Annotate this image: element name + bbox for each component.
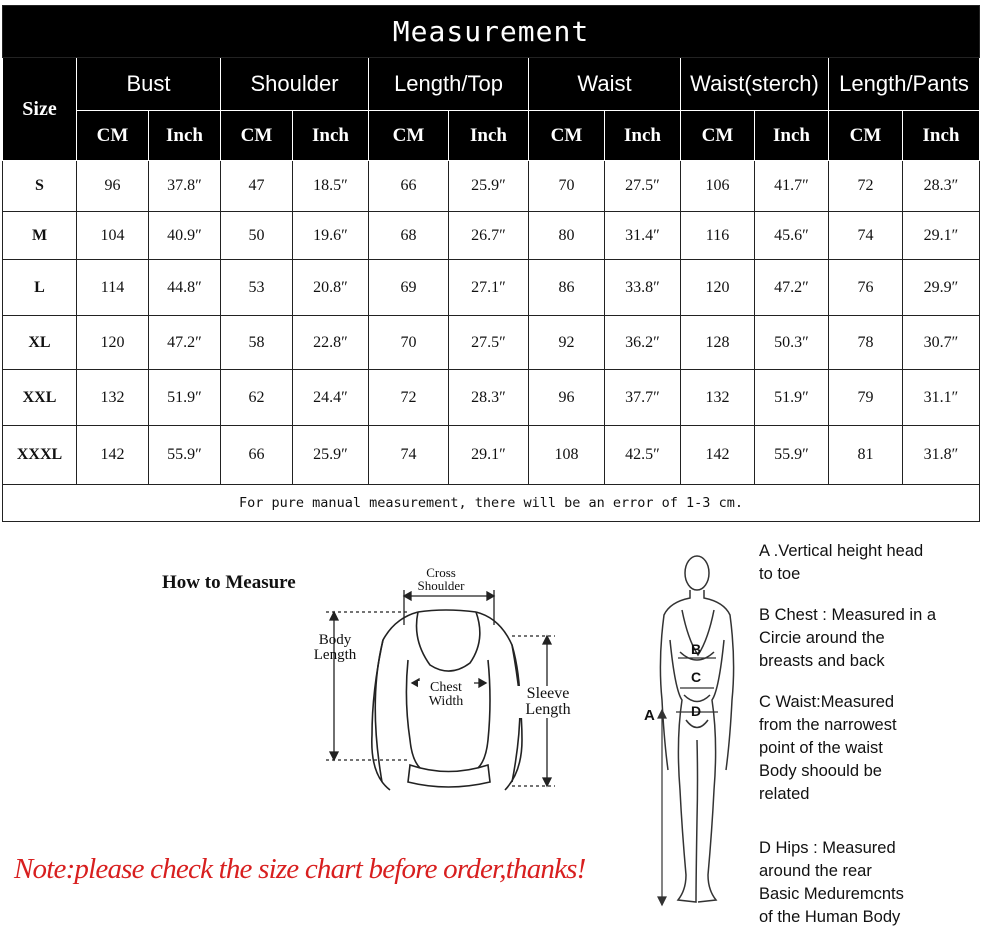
size-cell: XXXL [3, 426, 77, 485]
table-cell: 55.9″ [755, 426, 829, 485]
desc-b-line: Circie around the [759, 629, 885, 647]
description-a [759, 540, 987, 586]
chest-width-line1: Chest [430, 680, 462, 695]
table-cell: 25.9″ [449, 161, 529, 212]
table-cell: 41.7″ [755, 161, 829, 212]
table-cell: 50.3″ [755, 316, 829, 370]
desc-b-line: B Chest : Measured in a [759, 606, 937, 624]
unit-header: Inch [293, 111, 369, 161]
desc-b-line: breasts and back [759, 652, 885, 670]
group-header-waist-stretch: Waist(sterch) [681, 58, 829, 111]
sleeve-length-line2: Length [525, 701, 571, 718]
cross-shoulder-line2: Shoulder [417, 578, 465, 593]
table-cell: 96 [77, 161, 149, 212]
size-header: Size [3, 58, 77, 161]
table-cell: 120 [681, 260, 755, 316]
table-row [3, 260, 980, 316]
table-cell: 24.4″ [293, 370, 369, 426]
group-header-waist: Waist [529, 58, 681, 111]
table-cell: 28.3″ [903, 161, 980, 212]
table-cell: 58 [221, 316, 293, 370]
letter-c: C [691, 669, 702, 685]
table-cell: 70 [369, 316, 449, 370]
size-cell: M [3, 212, 77, 260]
table-cell: 116 [681, 212, 755, 260]
table-cell: 55.9″ [149, 426, 221, 485]
table-cell: 62 [221, 370, 293, 426]
table-cell: 72 [369, 370, 449, 426]
table-cell: 96 [529, 370, 605, 426]
table-cell: 37.8″ [149, 161, 221, 212]
size-cell: XL [3, 316, 77, 370]
table-row [3, 370, 980, 426]
table-cell: 42.5″ [605, 426, 681, 485]
table-cell: 76 [829, 260, 903, 316]
desc-c-line: from the narrowest [759, 716, 897, 734]
table-cell: 80 [529, 212, 605, 260]
table-row [3, 316, 980, 370]
table-cell: 36.2″ [605, 316, 681, 370]
unit-header: CM [681, 111, 755, 161]
table-cell: 37.7″ [605, 370, 681, 426]
order-note: Note:please check the size chart before order,thanks! [14, 853, 586, 885]
table-cell: 108 [529, 426, 605, 485]
desc-a-line: to toe [759, 565, 801, 583]
cross-shoulder-line1: Cross [426, 565, 456, 580]
desc-d-line: Basic Meduremcnts [759, 885, 904, 903]
table-cell: 40.9″ [149, 212, 221, 260]
table-cell: 29.1″ [903, 212, 980, 260]
desc-c-line: related [759, 785, 810, 803]
table-cell: 81 [829, 426, 903, 485]
table-cell: 26.7″ [449, 212, 529, 260]
table-cell: 33.8″ [605, 260, 681, 316]
unit-header: CM [221, 111, 293, 161]
table-cell: 27.1″ [449, 260, 529, 316]
unit-header: Inch [149, 111, 221, 161]
table-cell: 106 [681, 161, 755, 212]
desc-d-line: around the rear [759, 862, 872, 880]
unit-header: Inch [903, 111, 980, 161]
table-cell: 79 [829, 370, 903, 426]
size-cell: L [3, 260, 77, 316]
table-cell: 22.8″ [293, 316, 369, 370]
table-cell: 27.5″ [605, 161, 681, 212]
table-cell: 142 [77, 426, 149, 485]
table-cell: 31.1″ [903, 370, 980, 426]
description-c [759, 691, 987, 806]
table-cell: 128 [681, 316, 755, 370]
table-cell: 66 [221, 426, 293, 485]
size-cell: S [3, 161, 77, 212]
body-length-label [304, 633, 366, 663]
unit-header: CM [829, 111, 903, 161]
table-cell: 120 [77, 316, 149, 370]
sleeve-length-line1: Sleeve [526, 685, 570, 702]
letter-a: A [644, 707, 655, 724]
table-cell: 27.5″ [449, 316, 529, 370]
unit-header: Inch [755, 111, 829, 161]
table-cell: 29.9″ [903, 260, 980, 316]
group-header-bust: Bust [77, 58, 221, 111]
desc-d-line: D Hips : Measured [759, 839, 896, 857]
letter-d: D [691, 703, 702, 719]
desc-c-line: Body shoould be [759, 762, 882, 780]
table-cell: 47.2″ [149, 316, 221, 370]
table-cell: 50 [221, 212, 293, 260]
table-cell: 92 [529, 316, 605, 370]
unit-header: Inch [449, 111, 529, 161]
how-to-measure-title: How to Measure [162, 572, 296, 593]
table-cell: 30.7″ [903, 316, 980, 370]
table-cell: 45.6″ [755, 212, 829, 260]
table-cell: 69 [369, 260, 449, 316]
table-cell: 25.9″ [293, 426, 369, 485]
table-title: Measurement [3, 6, 980, 58]
table-row [3, 212, 980, 260]
table-cell: 74 [829, 212, 903, 260]
table-cell: 86 [529, 260, 605, 316]
table-cell: 53 [221, 260, 293, 316]
table-cell: 104 [77, 212, 149, 260]
desc-d-line: of the Human Body [759, 908, 901, 926]
size-cell: XXL [3, 370, 77, 426]
table-cell: 72 [829, 161, 903, 212]
group-header-length-top: Length/Top [369, 58, 529, 111]
table-cell: 19.6″ [293, 212, 369, 260]
unit-header: Inch [605, 111, 681, 161]
table-cell: 70 [529, 161, 605, 212]
cross-shoulder-label [412, 566, 470, 592]
sleeve-length-label [516, 686, 580, 718]
table-cell: 68 [369, 212, 449, 260]
table-cell: 132 [681, 370, 755, 426]
unit-header: CM [77, 111, 149, 161]
chest-width-line2: Width [428, 694, 464, 709]
table-cell: 20.8″ [293, 260, 369, 316]
table-cell: 28.3″ [449, 370, 529, 426]
description-b [759, 604, 987, 673]
table-cell: 78 [829, 316, 903, 370]
unit-header: CM [529, 111, 605, 161]
table-cell: 31.4″ [605, 212, 681, 260]
size-chart-table [2, 5, 980, 522]
table-cell: 51.9″ [149, 370, 221, 426]
table-cell: 31.8″ [903, 426, 980, 485]
chest-width-label [418, 681, 474, 709]
group-header-shoulder: Shoulder [221, 58, 369, 111]
table-cell: 74 [369, 426, 449, 485]
description-d [759, 837, 987, 929]
table-cell: 114 [77, 260, 149, 316]
measurement-error-note: For pure manual measurement, there will be an error of 1-3 cm. [3, 485, 980, 522]
table-row [3, 426, 980, 485]
table-cell: 47.2″ [755, 260, 829, 316]
body-length-line1: Body [318, 632, 352, 648]
body-length-line2: Length [313, 647, 357, 663]
desc-c-line: point of the waist [759, 739, 883, 757]
unit-header: CM [369, 111, 449, 161]
table-cell: 51.9″ [755, 370, 829, 426]
table-cell: 132 [77, 370, 149, 426]
group-header-length-pants: Length/Pants [829, 58, 980, 111]
table-cell: 44.8″ [149, 260, 221, 316]
table-cell: 142 [681, 426, 755, 485]
desc-a-line: A .Vertical height head [759, 542, 924, 560]
table-row [3, 161, 980, 212]
table-cell: 47 [221, 161, 293, 212]
table-cell: 29.1″ [449, 426, 529, 485]
letter-b: B [691, 641, 702, 657]
desc-c-line: C Waist:Measured [759, 693, 895, 711]
table-cell: 18.5″ [293, 161, 369, 212]
table-cell: 66 [369, 161, 449, 212]
